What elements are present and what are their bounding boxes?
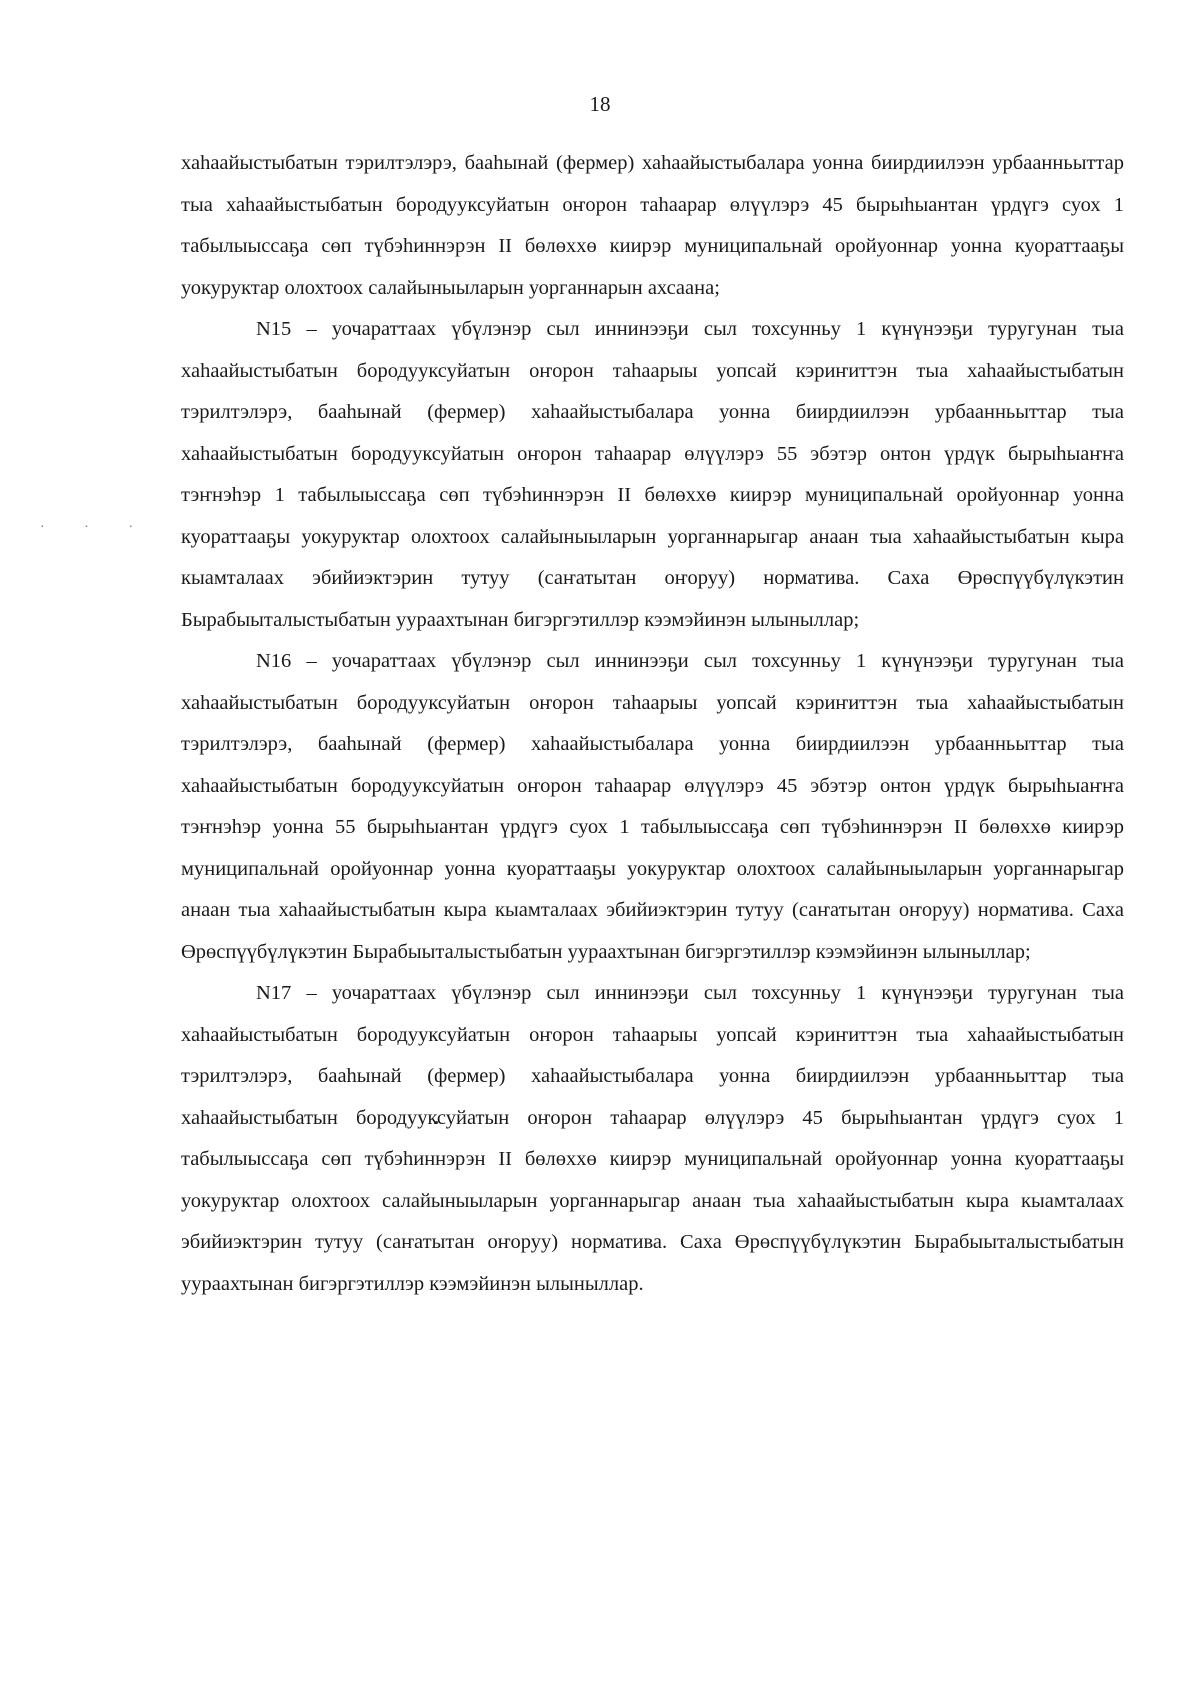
paragraph-n16: N16 – уочараттаах үбүлэнэр сыл иннинээҕи сыл тохсунньу 1 күнүнээҕи туругунан тыа хаһаайыстыбатын бородууксуйатын оҥорон таһаарыы уопсай кэриҥиттэн тыа хаһаайыстыбатын тэрилтэлэрэ, бааһынай (фермер) хаһаайыстыбалара уонна биирдиилээн урбаанньыттар тыа хаһаайыстыбатын бородууксуйатын оҥорон таһаарар өлүүлэрэ 45 эбэтэр онтон үрдүк бырыһыаҥҥа тэҥнэһэр уонна 55 бырыһыантан үрдүгэ суох 1 табылыыссаҕа сөп түбэһиннэрэн II бөлөххө киирэр муниципальнай оройуоннар уонна куораттааҕы уокуруктар олохтоох салайыныыларын уорганнарыгар анаан тыа хаһаайыстыбатын кыра кыамталаах эбийиэктэрин тутуу (саҥатытан оҥоруу) норматива. Саха Өрөспүүбүлүкэтин Бырабыыталыстыбатын уураахтынан бигэргэтиллэр кээмэйинэн ылыныллар; — [181, 650, 1124, 963]
page-number: 18 — [589, 92, 611, 116]
paragraph-n17: N17 – уочараттаах үбүлэнэр сыл иннинээҕи сыл тохсунньу 1 күнүнээҕи туругунан тыа хаһаайыстыбатын бородууксуйатын оҥорон таһаарыы уопсай кэриҥиттэн тыа хаһаайыстыбатын тэрилтэлэрэ, бааһынай (фермер) хаһаайыстыбалара уонна биирдиилээн урбаанньыттар тыа хаһаайыстыбатын бородууксуйатын оҥорон таһаарар өлүүлэрэ 45 бырыһыантан үрдүгэ суох 1 табылыыссаҕа сөп түбэһиннэрэн II бөлөххө киирэр муниципальнай оройуоннар уонна куораттааҕы уокуруктар олохтоох салайыныыларын уорганнарыгар анаан тыа хаһаайыстыбатын кыра кыамталаах эбийиэктэрин тутуу (саҥатытан оҥоруу) норматива. Саха Өрөспүүбүлүкэтин Бырабыыталыстыбатын уураахтынан бигэргэтиллэр кээмэйинэн ылыныллар. — [181, 982, 1124, 1295]
paragraph-n15: N15 – уочараттаах үбүлэнэр сыл иннинээҕи сыл тохсунньу 1 күнүнээҕи туругунан тыа хаһаайыстыбатын бородууксуйатын оҥорон таһаарыы уопсай кэриҥиттэн тыа хаһаайыстыбатын тэрилтэлэрэ, бааһынай (фермер) хаһаайыстыбалара уонна биирдиилээн урбаанньыттар тыа хаһаайыстыбатын бородууксуйатын оҥорон таһаарар өлүүлэрэ 55 эбэтэр онтон үрдүк бырыһыаҥҥа тэҥнэһэр 1 табылыыссаҕа сөп түбэһиннэрэн II бөлөххө киирэр муниципальнай оройуоннар уонна куораттааҕы уокуруктар олохтоох салайыныыларын уорганнарыгар анаан тыа хаһаайыстыбатын кыра кыамталаах эбийиэктэрин тутуу (саҥатытан оҥоруу) норматива. Саха Өрөспүүбүлүкэтин Бырабыыталыстыбатын уураахтынан бигэргэтиллэр кээмэйинэн ылыныллар; — [181, 318, 1124, 631]
paragraph-intro-continuation: хаһаайыстыбатын тэрилтэлэрэ, бааһынай (фермер) хаһаайыстыбалара уонна биирдиилээн урбаанньыттар тыа хаһаайыстыбатын бородууксуйатын оҥорон таһаарар өлүүлэрэ 45 бырыһыантан үрдүгэ суох 1 табылыыссаҕа сөп түбэһиннэрэн II бөлөххө киирэр муниципальнай оройуоннар уонна куораттааҕы уокуруктар олохтоох салайыныыларын уорганнарын ахсаана; — [181, 152, 1124, 299]
scan-artifact-dots: · · · — [40, 520, 151, 535]
document-body — [181, 143, 1124, 1305]
